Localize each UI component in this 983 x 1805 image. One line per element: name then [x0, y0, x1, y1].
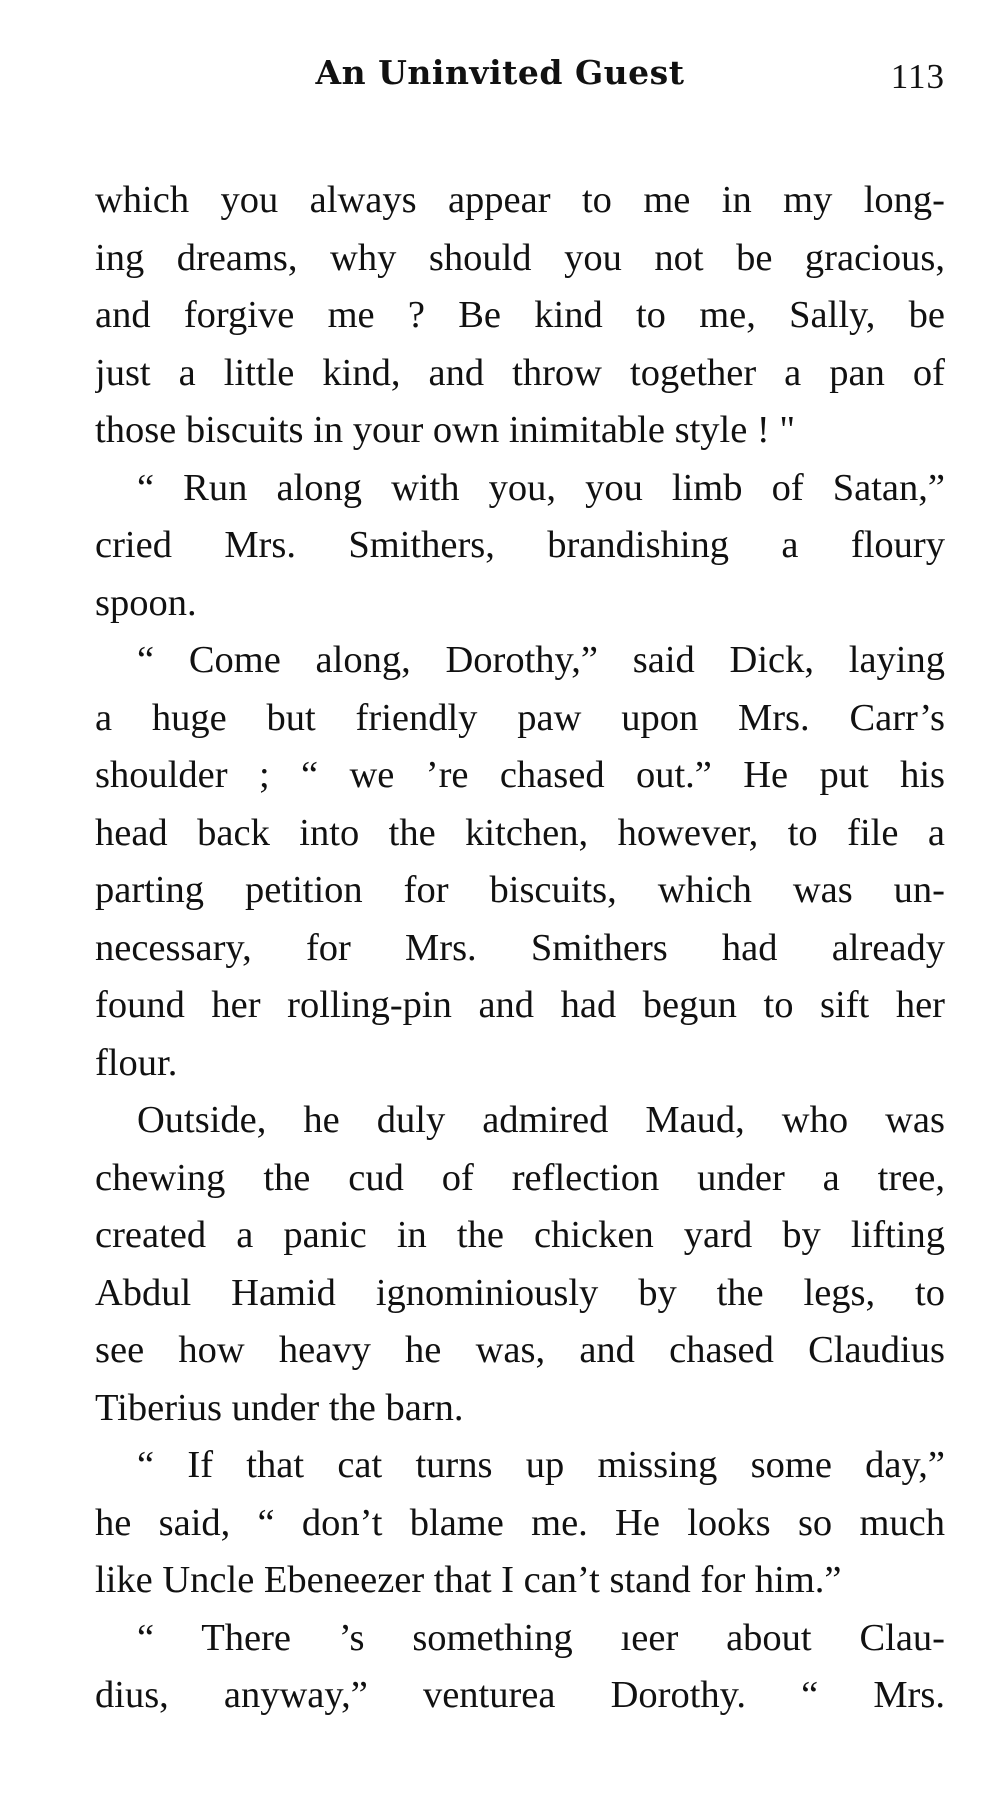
running-head	[95, 48, 945, 98]
page-number: 113	[890, 57, 945, 96]
paragraph	[95, 1610, 945, 1725]
text-line: shoulder ; “ we ’re chased out.” He put his	[95, 754, 945, 796]
text-line: “ There ’s something ıeer about Clau-	[137, 1616, 945, 1659]
paragraph	[95, 1092, 945, 1437]
text-line: those biscuits in your own inimitable style ! "	[95, 409, 796, 451]
text-line: spoon.	[95, 581, 197, 624]
text-line: found her rolling-pin and had begun to sift her	[95, 984, 945, 1026]
paragraph	[95, 1437, 945, 1610]
paragraph	[95, 460, 945, 633]
text-line: head back into the kitchen, however, to file a	[95, 811, 945, 854]
text-line: dius, anyway,” venturea Dorothy. “ Mrs.	[95, 1674, 945, 1716]
text-line: and forgive me ? Be kind to me, Sally, be	[95, 294, 945, 336]
text-line: see how heavy he was, and chased Claudius	[95, 1329, 945, 1371]
paragraph	[95, 172, 945, 460]
text-line: which you always appear to me in my long-	[95, 179, 945, 221]
text-line: ing dreams, why should you not be gracious,	[95, 236, 945, 279]
text-line: “ Come along, Dorothy,” said Dick, laying	[137, 639, 945, 681]
text-line: a huge but friendly paw upon Mrs. Carr’s	[95, 696, 945, 739]
text-line: like Uncle Ebeneezer that I can’t stand for him.”	[95, 1559, 842, 1601]
text-line: necessary, for Mrs. Smithers had already	[95, 926, 945, 969]
body-text	[95, 172, 945, 1725]
text-line: “ Run along with you, you limb of Satan,”	[137, 466, 945, 509]
text-line: Abdul Hamid ignominiously by the legs, to	[95, 1271, 945, 1314]
text-line: created a panic in the chicken yard by lifting	[95, 1214, 945, 1256]
running-title: An Uninvited Guest	[315, 53, 685, 92]
text-line: he said, “ don’t blame me. He looks so much	[95, 1501, 945, 1544]
text-line: just a little kind, and throw together a pan of	[95, 351, 945, 394]
paragraph	[95, 632, 945, 1092]
text-line: “ If that cat turns up missing some day,”	[137, 1444, 945, 1486]
text-line: chewing the cud of reflection under a tree,	[95, 1156, 945, 1199]
text-line: Tiberius under the barn.	[95, 1386, 464, 1429]
text-line: parting petition for biscuits, which was un-	[95, 869, 945, 911]
text-line: flour.	[95, 1041, 178, 1084]
text-line: Outside, he duly admired Maud, who was	[137, 1099, 945, 1141]
text-line: cried Mrs. Smithers, brandishing a floury	[95, 524, 945, 566]
